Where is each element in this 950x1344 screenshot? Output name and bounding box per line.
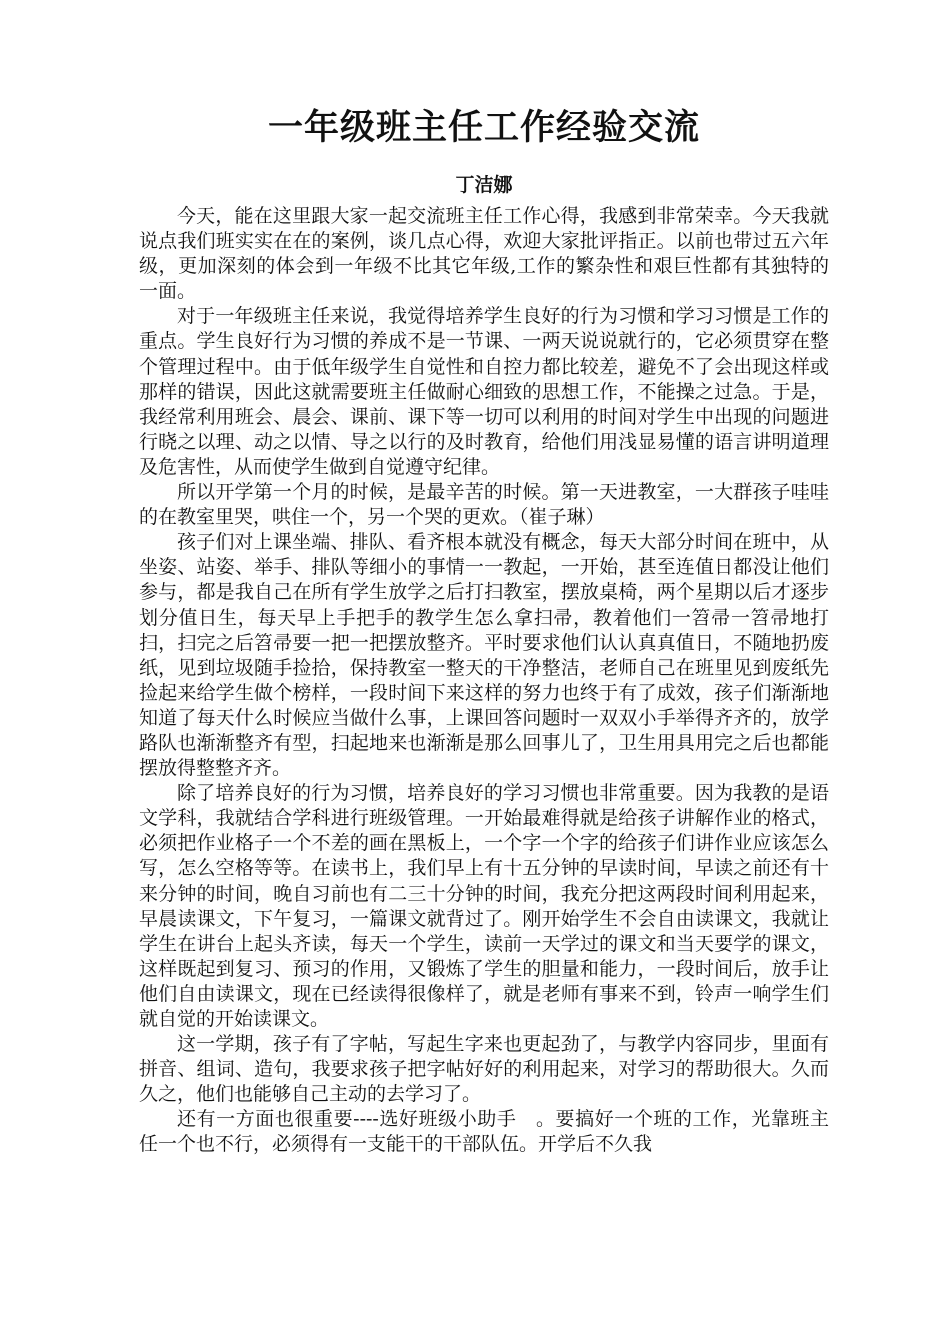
paragraph: 除了培养良好的行为习惯，培养良好的学习习惯也非常重要。因为我教的是语文学科，我就结合学科进行班级管理。一开始最难得就是给孩子讲解作业的格式，必须把作业格子一个不差的画在黑板上，一个字一个字的给孩子们讲作业应该怎么写，怎么空格等等。在读书上，我们早上有十五分钟的早读时间，早读之前还有十来分钟的时间，晚自习前也有二三十分钟的时间，我充分把这两段时间利用起来，早晨读课文，下午复习，一篇课文就背过了。刚开始学生不会自由读课文，我就让学生在讲台上起头齐读，每天一个学生，读前一天学过的课文和当天要学的课文，这样既起到复习、预习的作用，又锻炼了学生的胆量和能力，一段时间后，放手让他们自由读课文，现在已经读得很像样了，就是老师有事来不到，铃声一响学生们就自觉的开始读课文。: [139, 782, 829, 1030]
paragraph: 这一学期，孩子有了字帖，写起生字来也更起劲了，与教学内容同步，里面有拼音、组词、造句，我要求孩子把字帖好好的利用起来，对学习的帮助很大。久而久之，他们也能够自己主动的去学习了。: [139, 1033, 829, 1106]
author-name: 丁洁娜: [455, 174, 513, 196]
paragraph: 今天，能在这里跟大家一起交流班主任工作心得，我感到非常荣幸。今天我就说点我们班实实在在的案例，谈几点心得，欢迎大家批评指正。以前也带过五六年级，更加深刻的体会到一年级不比其它年级,工作的繁杂性和艰巨性都有其独特的一面。: [139, 205, 829, 303]
document-page: [139, 100, 829, 1158]
document-body: [139, 204, 829, 1158]
paragraph: 还有一方面也很重要----选好班级小助手 。要搞好一个班的工作，光靠班主任一个也不行，必须得有一支能干的干部队伍。开学后不久我: [139, 1108, 829, 1156]
document-title: 一年级班主任工作经验交流: [267, 107, 700, 148]
paragraph: 孩子们对上课坐端、排队、看齐根本就没有概念，每天大部分时间在班中，从坐姿、站姿、举手、排队等细小的事情一一教起，一开始，甚至连值日都没让他们参与，都是我自己在所有学生放学之后打扫教室，摆放桌椅，两个星期以后才逐步划分值日生，每天早上手把手的教学生怎么拿扫帚，教着他们一笤帚一笤帚地打扫，扫完之后笤帚要一把一把摆放整齐。平时要求他们认认真真值日，不随地扔废纸，见到垃圾随手捡拾，保持教室一整天的干净整洁，老师自己在班里见到废纸先捡起来给学生做个榜样，一段时间下来这样的努力也终于有了成效，孩子们渐渐地知道了每天什么时候应当做什么事，上课回答问题时一双双小手举得齐齐的，放学路队也渐渐整齐有型，扫起地来也渐渐是那么回事儿了，卫生用具用完之后也都能摆放得整整齐齐。: [139, 531, 829, 780]
paragraph: 对于一年级班主任来说，我觉得培养学生良好的行为习惯和学习习惯是工作的重点。学生良好行为习惯的养成不是一节课、一两天说说就行的，它必须贯穿在整个管理过程中。由于低年级学生自觉性和自控力都比较差，避免不了会出现这样或那样的错误，因此这就需要班主任做耐心细致的思想工作，不能操之过急。于是，我经常利用班会、晨会、课前、课下等一切可以利用的时间对学生中出现的问题进行晓之以理、动之以情、导之以行的及时教育，给他们用浅显易懂的语言讲明道理及危害性，从而使学生做到自觉遵守纪律。: [139, 305, 829, 478]
paragraph: 所以开学第一个月的时候，是最辛苦的时候。第一天进教室，一大群孩子哇哇的在教室里哭，哄住一个，另一个哭的更欢。（崔子琳）: [139, 481, 829, 529]
